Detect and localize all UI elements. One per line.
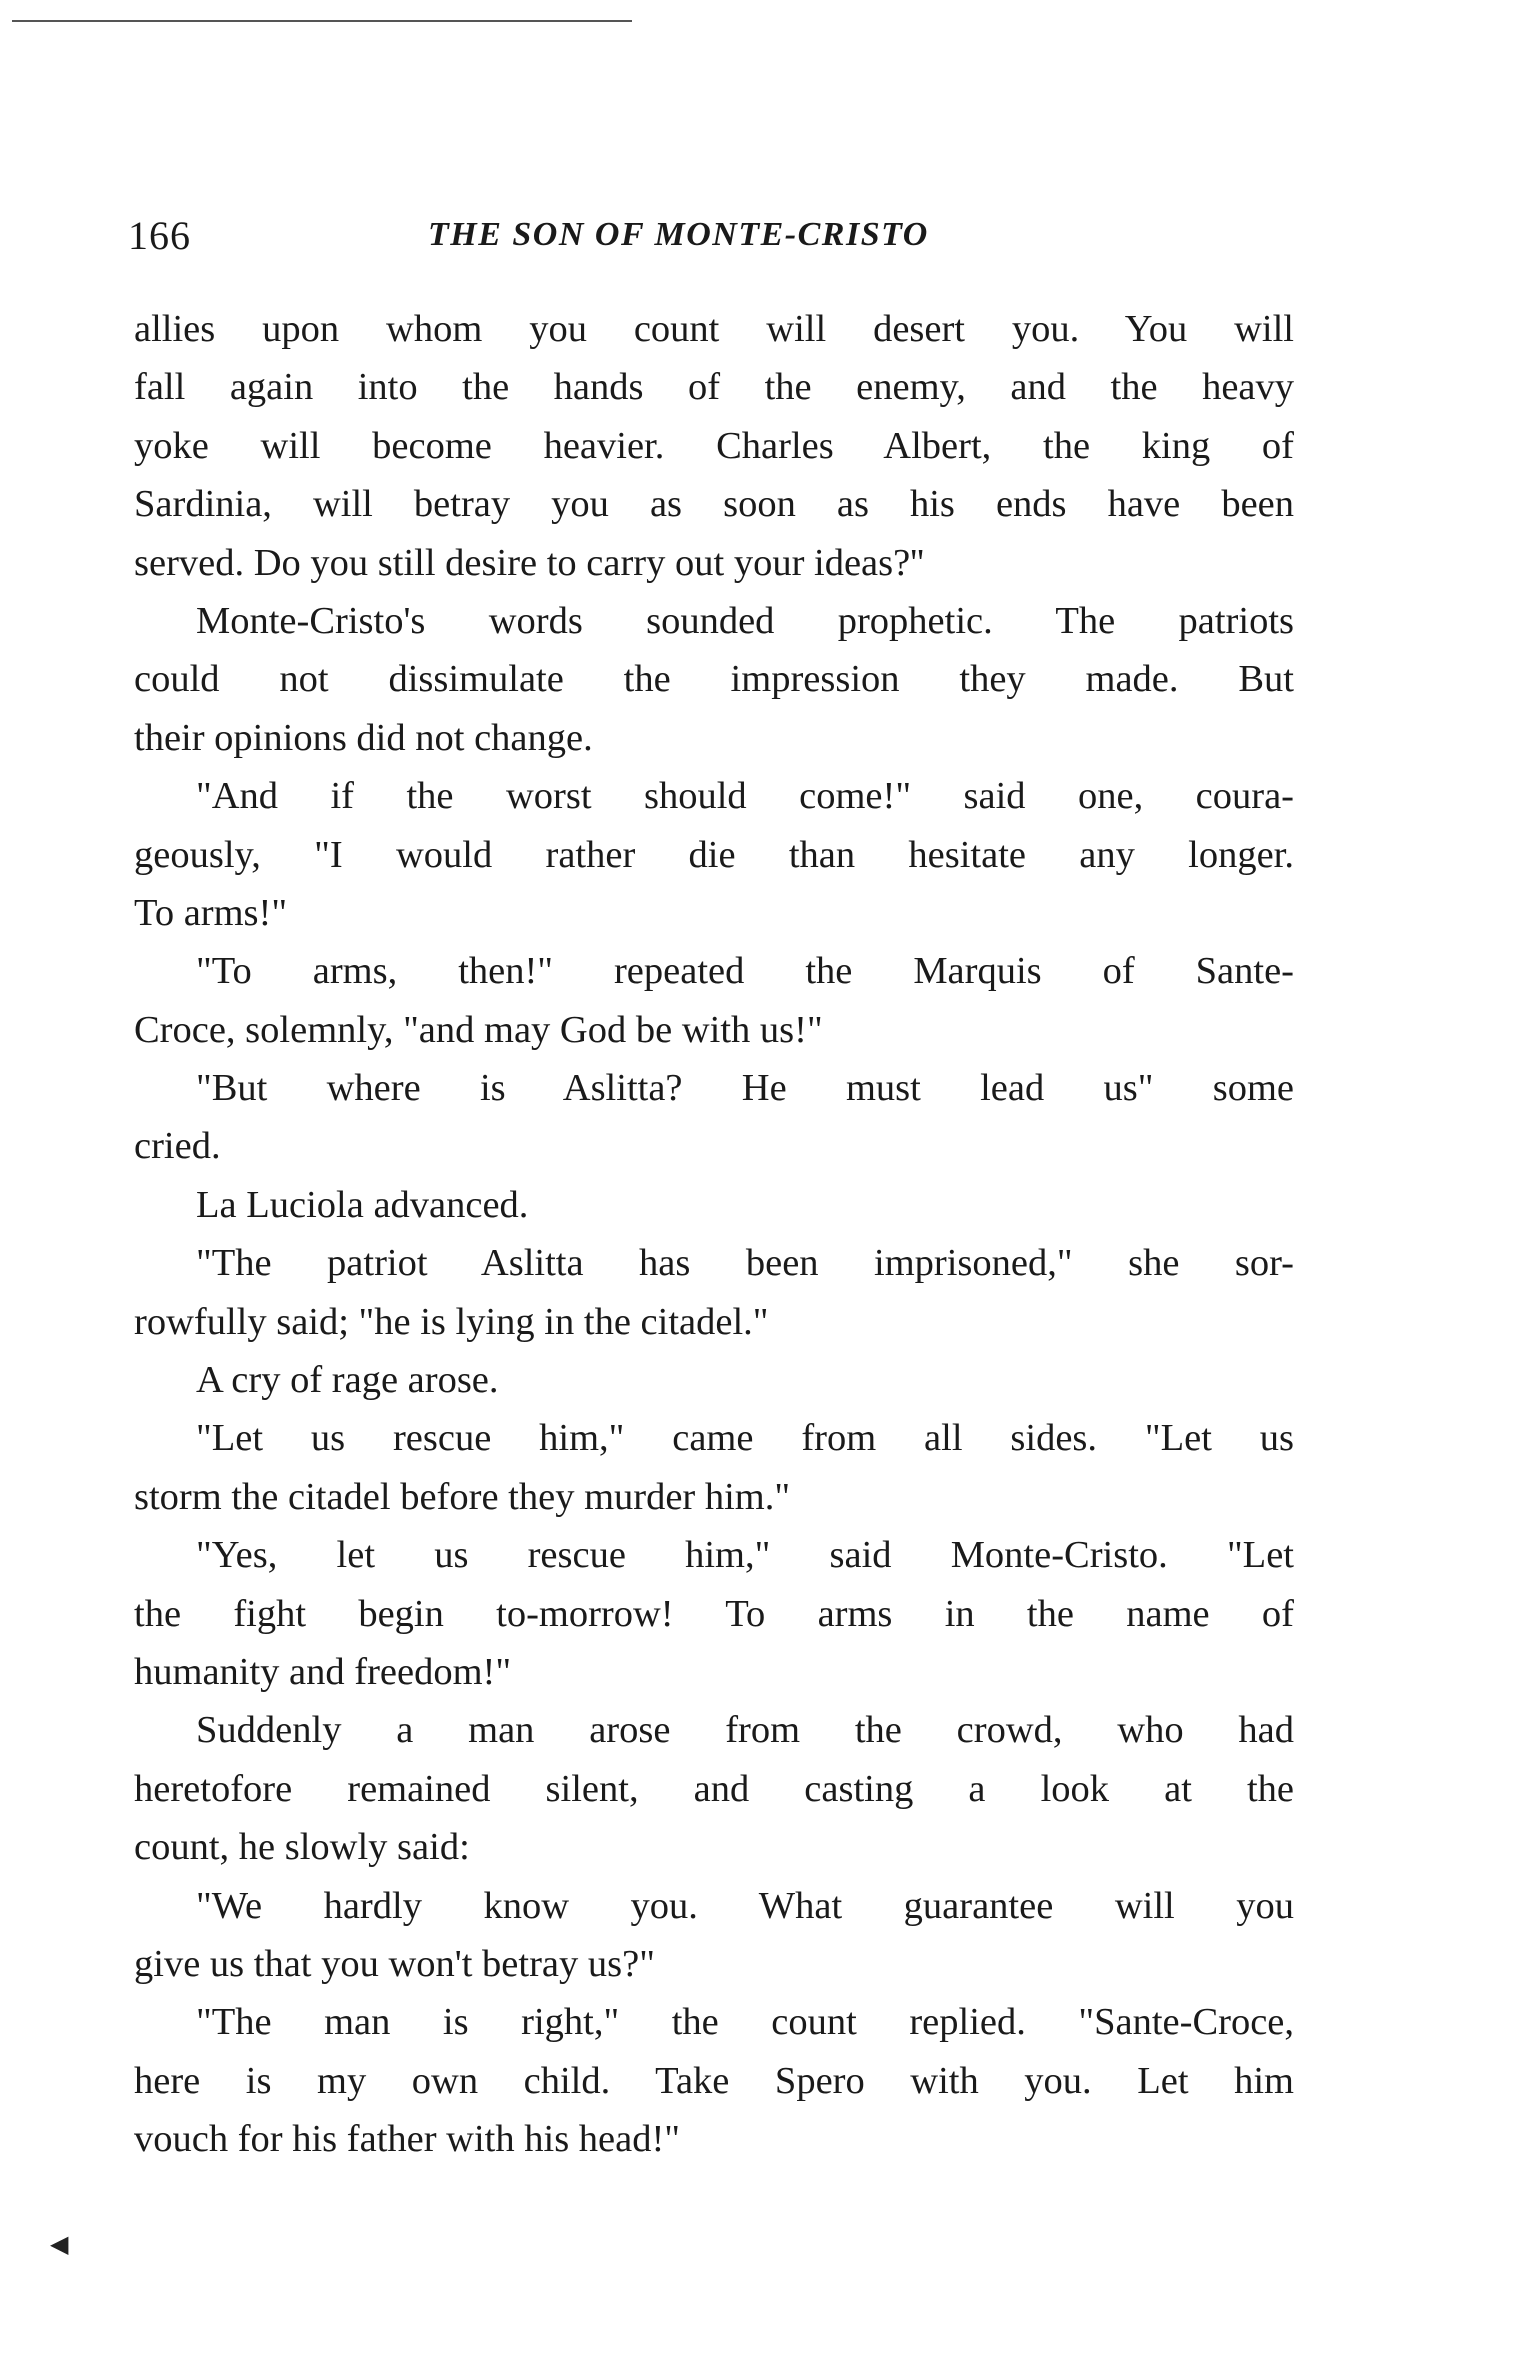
text-line: yoke will become heavier. Charles Albert, the king of	[134, 424, 1294, 467]
text-line: could not dissimulate the impression they made. But	[134, 658, 1294, 701]
paragraph	[134, 1993, 1294, 2168]
text-line: "We hardly know you. What guarantee will you	[196, 1884, 1294, 1927]
text-line: Sardinia, will betray you as soon as his ends have been	[134, 483, 1294, 526]
text-line: here is my own child. Take Spero with you. Let him	[134, 2059, 1294, 2102]
text-line: their opinions did not change.	[134, 716, 593, 759]
text-line: A cry of rage arose.	[196, 1359, 499, 1402]
text-line: vouch for his father with his head!"	[134, 2118, 681, 2161]
text-line: give us that you won't betray us?"	[134, 1942, 655, 1985]
text-line: "Yes, let us rescue him," said Monte-Cristo. "Let	[196, 1534, 1294, 1577]
paragraph	[134, 1701, 1294, 1876]
paragraph	[134, 1351, 1294, 1409]
text-line: "But where is Aslitta? He must lead us" some	[196, 1067, 1294, 1110]
paragraph	[134, 1877, 1294, 1994]
margin-mark: ◀	[50, 2232, 69, 2258]
paragraph	[134, 1526, 1294, 1701]
paragraph	[134, 1176, 1294, 1234]
page-header	[128, 212, 1300, 262]
text-line: fall again into the hands of the enemy, and the heavy	[134, 366, 1294, 409]
text-line: La Luciola advanced.	[196, 1183, 529, 1226]
text-line: served. Do you still desire to carry out your ideas?''	[134, 541, 925, 584]
paragraph	[134, 592, 1294, 767]
text-line: To arms!"	[134, 891, 288, 934]
top-rule	[12, 20, 632, 22]
text-line: geously, "I would rather die than hesitate any longer.	[134, 833, 1294, 876]
text-line: "To arms, then!" repeated the Marquis of Sante-	[196, 950, 1294, 993]
paragraph	[134, 1059, 1294, 1176]
page-number: 166	[128, 213, 191, 258]
running-title: THE SON OF MONTE-CRISTO	[428, 216, 929, 253]
text-line: heretofore remained silent, and casting a look at the	[134, 1767, 1294, 1810]
paragraph	[134, 1234, 1294, 1351]
text-line: count, he slowly said:	[134, 1826, 470, 1869]
body-text	[134, 300, 1294, 2169]
text-line: storm the citadel before they murder him."	[134, 1475, 791, 1518]
paragraph	[134, 1409, 1294, 1526]
text-line: "The patriot Aslitta has been imprisoned," she sor-	[196, 1242, 1294, 1285]
paragraph	[134, 942, 1294, 1059]
paragraph	[134, 300, 1294, 592]
text-line: the fight begin to-morrow! To arms in the name of	[134, 1592, 1294, 1635]
paragraph	[134, 767, 1294, 942]
text-line: "Let us rescue him," came from all sides. "Let us	[196, 1417, 1294, 1460]
text-line: rowfully said; "he is lying in the citadel."	[134, 1300, 769, 1343]
text-line: cried.	[134, 1125, 221, 1168]
text-line: Croce, solemnly, "and may God be with us!"	[134, 1008, 823, 1051]
text-line: Suddenly a man arose from the crowd, who had	[196, 1709, 1294, 1752]
text-line: humanity and freedom!"	[134, 1650, 512, 1693]
text-line: allies upon whom you count will desert you. You will	[134, 308, 1294, 350]
text-line: Monte-Cristo's words sounded prophetic. The patriots	[196, 599, 1294, 642]
text-line: "And if the worst should come!" said one, coura-	[196, 775, 1294, 818]
text-line: "The man is right," the count replied. "Sante-Croce,	[196, 2001, 1294, 2044]
